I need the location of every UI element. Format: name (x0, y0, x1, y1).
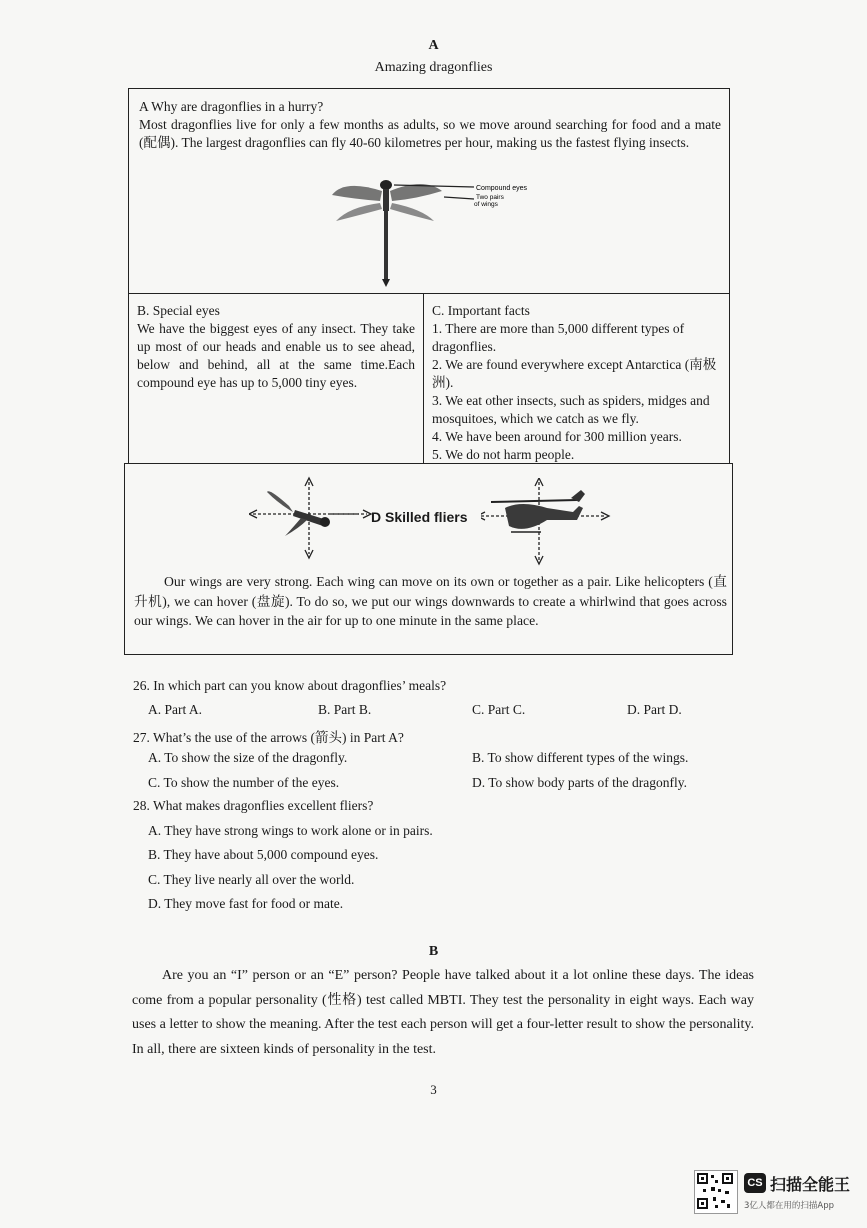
question-27-option-c[interactable]: C. To show the number of the eyes. (148, 775, 340, 790)
question-27-stem: 27. What’s the use of the arrows (箭头) in Part A? (133, 730, 404, 745)
part-b-body: We have the biggest eyes of any insect. They take up most of our heads and enable us to see ahead, below and behind, all at the same time.Each compound eye has up to 5,000 tiny eyes. (137, 321, 415, 390)
question-26-option-b[interactable]: B. Part B. (318, 702, 372, 717)
dragonfly-illustration (332, 180, 442, 287)
question-28-option-c[interactable]: C. They live nearly all over the world. (148, 872, 355, 887)
scanner-brand: 扫描全能王 (770, 1175, 851, 1194)
qr-code (694, 1170, 738, 1214)
question-28-option-a[interactable]: A. They have strong wings to work alone or in pairs. (148, 823, 433, 838)
part-c-heading: C. Important facts (432, 303, 530, 318)
fact-item: 2. We are found everywhere except Antarctica (南极洲). (432, 357, 717, 390)
scanner-tagline: 3亿人都在用的扫描App (744, 1201, 835, 1211)
eyes-label: Compound eyes (476, 185, 527, 192)
fact-item: 3. We eat other insects, such as spiders, midges and mosquitoes, which we catch as we fly. (432, 393, 710, 426)
section-letter-a: A (428, 38, 439, 53)
fact-item: 4. We have been around for 300 million years. (432, 429, 682, 444)
fact-item: 5. We do not harm people. (432, 447, 575, 462)
wings-label-1: Two pairs (476, 194, 504, 201)
scanner-logo-icon: CS (744, 1173, 766, 1193)
question-27-option-d[interactable]: D. To show body parts of the dragonfly. (472, 775, 688, 790)
part-a-box (128, 88, 730, 294)
question-26-stem: 26. In which part can you know about dragonflies’ meals? (133, 678, 447, 693)
part-b-box (128, 293, 424, 464)
question-26-option-c[interactable]: C. Part C. (472, 702, 526, 717)
section-title: Amazing dragonflies (374, 60, 493, 75)
part-a-heading: A Why are dragonflies in a hurry? (139, 99, 324, 114)
section-b-body: Are you an “I” person or an “E” person? People have talked about it a lot online these days. The ideas come from a popular personality (性格) test called MBTI. They test the personality in eight ways. Each way uses a letter to show the meaning. After the test each person will get a four-letter result to show the personality. In all, there are sixteen kinds of personality in the test. (132, 968, 754, 1057)
fact-item: 1. There are more than 5,000 different types of dragonflies. (432, 321, 685, 354)
page-number: 3 (430, 1082, 437, 1097)
part-c-box (423, 293, 730, 464)
part-d-heading: D Skilled fliers (371, 509, 468, 525)
helicopter-diagram (481, 478, 621, 566)
question-28-option-d[interactable]: D. They move fast for food or mate. (148, 896, 344, 911)
question-26-option-a[interactable]: A. Part A. (148, 702, 202, 717)
part-b-heading: B. Special eyes (137, 303, 220, 318)
part-a-body: Most dragonflies live for only a few months as adults, so we move around searching for food and a mate (配偶). The largest dragonflies can fly 40-60 kilometres per hour, making us the fastest flying insects. (139, 117, 721, 150)
part-d-box (124, 463, 733, 655)
question-27-option-b[interactable]: B. To show different types of the wings. (472, 750, 689, 765)
part-d-body: Our wings are very strong. Each wing can move on its own or together as a pair. Like helicopters (直升机), we can hover (盘旋). To do so, we put our wings downwards to create a whirlwind that goes across our wings. We can hover in the air for up to one minute in the same place. (134, 574, 727, 628)
question-27-option-a[interactable]: A. To show the size of the dragonfly. (148, 750, 348, 765)
question-26-option-d[interactable]: D. Part D. (627, 702, 682, 717)
wings-label-2: of wings (474, 201, 498, 208)
question-28-option-b[interactable]: B. They have about 5,000 compound eyes. (148, 847, 379, 862)
question-28-stem: 28. What makes dragonflies excellent fliers? (133, 798, 374, 813)
wings-pointer (444, 197, 474, 199)
section-letter-b: B (428, 944, 439, 959)
dragonfly-diagram (324, 169, 574, 289)
